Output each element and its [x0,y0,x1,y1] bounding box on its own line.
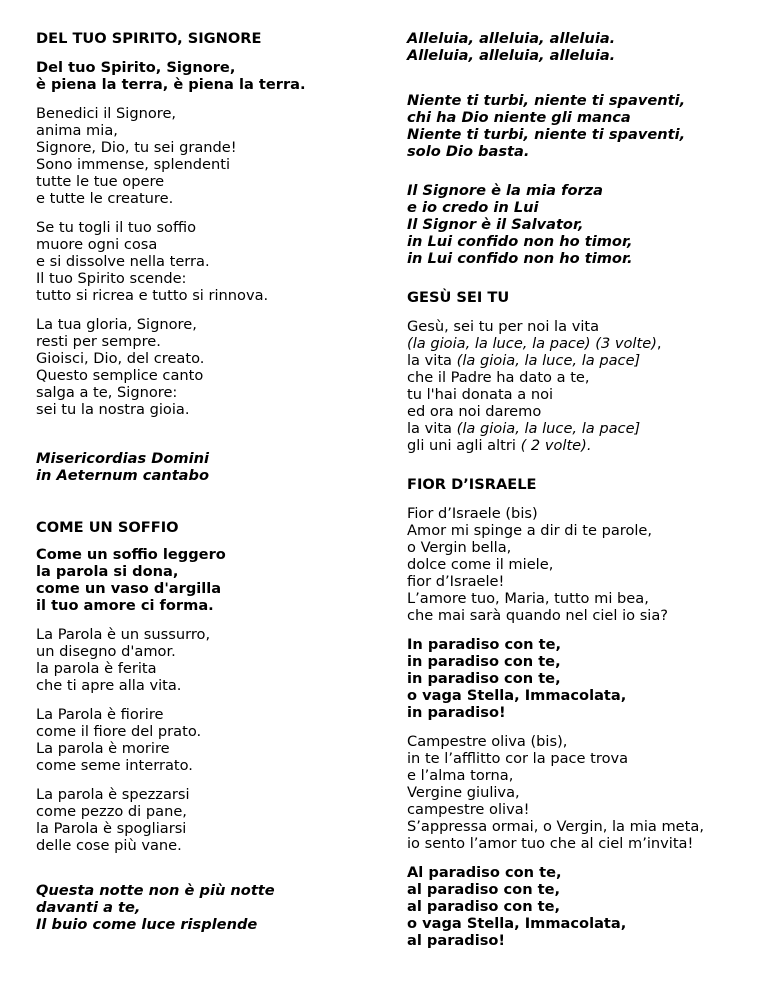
lyric-line: fior d’Israele! [407,573,505,590]
lyric-line: Signore, Dio, tu sei grande! [36,139,237,156]
lyric-line: la parola è ferita [36,660,157,677]
lyric-text: gli uni agli altri [407,437,521,454]
lyric-line: salga a te, Signore: [36,384,178,401]
verse-benedici [36,105,376,207]
lyric-line: dolce come il miele, [407,556,554,573]
lyric-line: o Vergin bella, [407,539,512,556]
song-niente-ti-turbi [407,92,757,160]
lyric-line: Come un soffio leggero [36,546,226,563]
lyric-line: in Lui confido non ho timor, [407,233,633,250]
refrain-come-un-soffio [36,546,376,614]
lyric-italic: (la gioia, la luce, la pace] [456,352,641,369]
lyric-line: la Parola è spogliarsi [36,820,187,837]
lyric-line: tutto si ricrea e tutto si rinnova. [36,287,269,304]
lyric-line: Campestre oliva (bis), [407,733,568,750]
lyric-line: campestre oliva! [407,801,530,818]
lyric-line: in te l’afflitto cor la pace trova [407,750,629,767]
lyric-line: S’appressa ormai, o Vergin, la mia meta, [407,818,704,835]
lyric-line: Sono immense, splendenti [36,156,231,173]
lyric-line: Misericordias Domini [36,450,209,467]
lyric-line: tu l'hai donata a noi [407,386,554,403]
lyric-line: Niente ti turbi, niente ti spaventi, [407,126,686,143]
lyric-line: chi ha Dio niente gli manca [407,109,631,126]
lyric-line: L’amore tuo, Maria, tutto mi bea, [407,590,649,607]
lyric-line: e l’alma torna, [407,767,514,784]
lyric-line: La Parola è fiorire [36,706,164,723]
lyric-line: sei tu la nostra gioia. [36,401,190,418]
lyric-line: un disegno d'amor. [36,643,176,660]
lyric-line: che mai sarà quando nel ciel io sia? [407,607,669,624]
lyric-line: al paradiso! [407,932,506,949]
lyric-line [407,335,757,352]
song-misericordias [36,450,376,484]
lyric-line: è piena la terra, è piena la terra. [36,76,306,93]
lyric-line: al paradiso con te, [407,881,561,898]
lyric-line [407,352,757,369]
lyric-line: anima mia, [36,122,118,139]
lyric-line: che il Padre ha dato a te, [407,369,590,386]
verse-gesu [407,318,757,454]
lyric-line: Questo semplice canto [36,367,204,384]
right-column [407,30,757,949]
lyric-line: solo Dio basta. [407,143,530,160]
refrain-al-paradiso [407,864,757,949]
refrain-in-paradiso [407,636,757,721]
lyric-line: in paradiso con te, [407,653,561,670]
lyric-line: Il Signor è il Salvator, [407,216,584,233]
song-title-fior-d-israele: FIOR D’ISRAELE [407,476,537,493]
verse-se-tu-togli [36,219,376,304]
lyric-line: Del tuo Spirito, Signore, [36,59,236,76]
lyric-text: la vita [407,420,457,437]
lyric-line: il tuo amore ci forma. [36,597,214,614]
lyric-line: Il tuo Spirito scende: [36,270,187,287]
lyric-line: Vergine giuliva, [407,784,520,801]
refrain-del-tuo-spirito [36,59,376,93]
lyric-line: resti per sempre. [36,333,161,350]
lyric-line: la parola si dona, [36,563,179,580]
lyric-text: , [656,335,662,352]
song-title-del-tuo-spirito: DEL TUO SPIRITO, SIGNORE [36,30,262,47]
lyric-line: La tua gloria, Signore, [36,316,197,333]
lyric-line: come il fiore del prato. [36,723,202,740]
lyric-line: Benedici il Signore, [36,105,177,122]
song-il-signore-forza [407,182,757,267]
left-column [36,30,376,933]
lyric-line: Questa notte non è più notte [36,882,275,899]
lyric-line: in paradiso con te, [407,670,561,687]
lyric-line: in Lui confido non ho timor. [407,250,633,267]
lyric-line: Al paradiso con te, [407,864,562,881]
lyric-italic: (la gioia, la luce, la pace) (3 volte) [407,335,657,352]
lyric-line: tutte le tue opere [36,173,165,190]
lyric-line: Alleluia, alleluia, alleluia. [407,30,616,47]
lyric-line: La parola è spezzarsi [36,786,190,803]
lyric-line: ed ora noi daremo [407,403,542,420]
verse-campestre-oliva [407,733,757,852]
song-alleluia [407,30,757,64]
lyric-line: davanti a te, [36,899,141,916]
lyric-line: Gioisci, Dio, del creato. [36,350,205,367]
lyric-line: Amor mi spinge a dir di te parole, [407,522,653,539]
lyric-line: Se tu togli il tuo soffio [36,219,197,236]
song-title-gesu-sei-tu: GESÙ SEI TU [407,289,510,306]
lyric-line: al paradiso con te, [407,898,561,915]
lyric-line: In paradiso con te, [407,636,562,653]
song-questa-notte [36,882,376,933]
lyric-line: e si dissolve nella terra. [36,253,210,270]
lyric-italic: ( 2 volte). [520,437,592,454]
verse-fior-d-israele [407,505,757,624]
verse-spezzarsi [36,786,376,854]
song-title-come-un-soffio: COME UN SOFFIO [36,519,179,536]
lyric-line [407,420,757,437]
lyric-italic: (la gioia, la luce, la pace] [456,420,641,437]
lyric-line [407,437,757,454]
lyric-line: io sento l’amor tuo che al ciel m’invita! [407,835,694,852]
lyric-line: Fior d’Israele (bis) [407,505,538,522]
verse-sussurro [36,626,376,694]
lyric-line: in Aeternum cantabo [36,467,209,484]
lyric-line: Alleluia, alleluia, alleluia. [407,47,616,64]
lyric-line: come un vaso d'argilla [36,580,222,597]
lyric-line: Niente ti turbi, niente ti spaventi, [407,92,686,109]
verse-la-tua-gloria [36,316,376,418]
lyric-line: come pezzo di pane, [36,803,187,820]
lyric-line: Il Signore è la mia forza [407,182,604,199]
lyric-line: La Parola è un sussurro, [36,626,211,643]
lyric-line: delle cose più vane. [36,837,182,854]
lyric-line: o vaga Stella, Immacolata, [407,915,627,932]
lyric-line: o vaga Stella, Immacolata, [407,687,627,704]
lyric-text: la vita [407,352,457,369]
lyric-line: come seme interrato. [36,757,193,774]
lyric-line: e tutte le creature. [36,190,174,207]
lyric-line: e io credo in Lui [407,199,539,216]
lyric-line: La parola è morire [36,740,170,757]
lyric-line: Il buio come luce risplende [36,916,258,933]
lyric-line: che ti apre alla vita. [36,677,182,694]
lyric-line: muore ogni cosa [36,236,158,253]
lyric-line: Gesù, sei tu per noi la vita [407,318,600,335]
lyric-line: in paradiso! [407,704,506,721]
verse-fiorire [36,706,376,774]
